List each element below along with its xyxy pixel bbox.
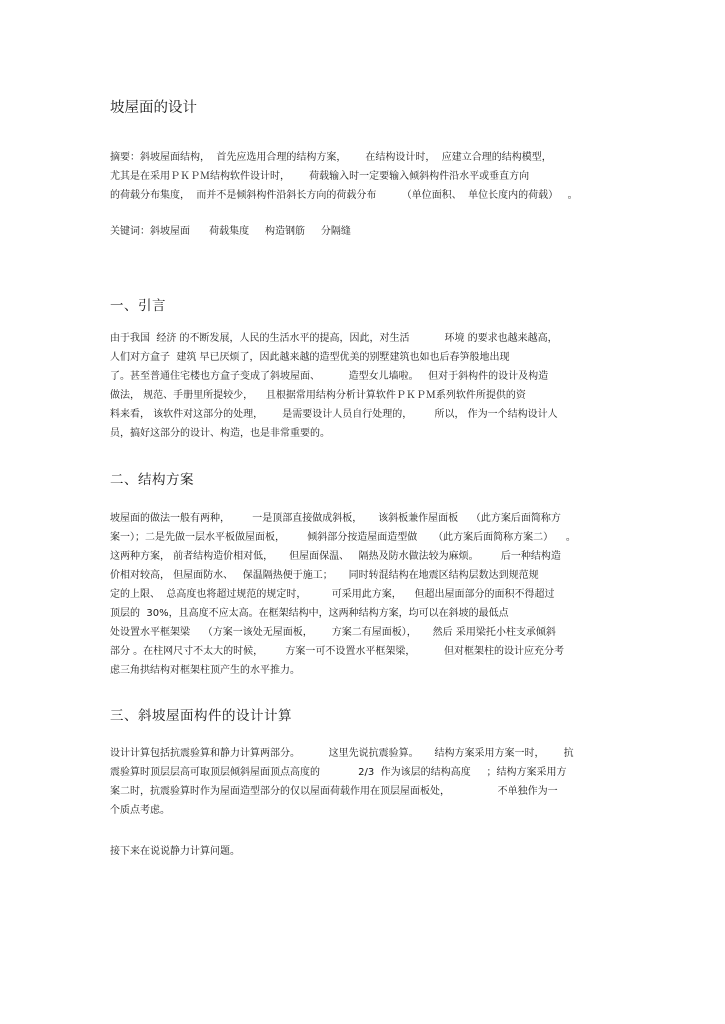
abstract-paragraph xyxy=(110,148,618,205)
keywords-line: 关键词：斜坡屋面 荷载集度 构造钢筋 分隔缝 xyxy=(110,226,351,237)
static-calculation-intro: 接下来在说说静力计算问题。 xyxy=(110,846,240,857)
paragraph-line: 案二时，抗震验算时作为屋面造型部分的仅以屋面荷载作用在顶层屋面板处， 不单独作为一 xyxy=(110,786,558,797)
paragraph-line: 震验算时顶层层高可取顶层倾斜屋面顶点高度的 2/3 作为该层的结构高度 ；结构方案采用方 xyxy=(110,767,567,778)
paragraph-line: 坡屋面的做法一般有两种， 一是顶部直接做成斜板， 该斜板兼作屋面板 （此方案后面简称方 xyxy=(110,513,561,524)
paragraph-line: 定的上限、 总高度也将超过规范的规定时， 可采用此方案， 但超出屋面部分的面积不得超过 xyxy=(110,589,555,600)
paragraph-line: 人们对方盒子 建筑 早已厌烦了，因此越来越的造型优美的别墅建筑也如也后春笋般地出现 xyxy=(110,352,510,363)
paragraph-line: 案一）；二是先做一层水平板做屋面板， 倾斜部分按造屋面造型做 （此方案后面简称方案二） 。 xyxy=(110,532,576,543)
section-heading-structure-scheme: 二、结构方案 xyxy=(110,472,194,488)
paragraph-line: 部分 。在柱网尺寸不太大的时候， 方案一可不设置水平框架梁， 但对框架柱的设计应充分考 xyxy=(110,646,565,657)
paragraph-line: 员，搞好这部分的设计、构造，也是非常重要的。 xyxy=(110,428,330,439)
paragraph-line: 设计计算包括抗震验算和静力计算两部分。 这里先说抗震验算。 结构方案采用方案一时， 抗 xyxy=(110,748,574,759)
design-calculation-paragraph xyxy=(110,744,618,820)
paragraph-line: 虑三角拱结构对框架柱顶产生的水平推力。 xyxy=(110,665,300,676)
paragraph-line: 做法， 规范、手册里所提较少， 且根据常用结构分析计算软件ＰＫＰＭ系列软件所提供的资 xyxy=(110,390,526,401)
abstract-line: 的荷载分布集度， 而并不是倾斜构件沿斜长方向的荷载分布 （单位面积、 单位长度内的荷载） 。 xyxy=(110,190,578,201)
section-heading-introduction: 一、引言 xyxy=(110,298,166,314)
section-heading-design-calculation: 三、斜坡屋面构件的设计计算 xyxy=(110,708,292,724)
abstract-line: 尤其是在采用ＰＫＰＭ结构软件设计时， 荷载输入时一定要输入倾斜构件沿水平或垂直方向 xyxy=(110,171,530,182)
introduction-paragraph xyxy=(110,329,618,443)
document-title: 坡屋面的设计 xyxy=(110,100,197,116)
paragraph-line: 了。甚至普通住宅楼也方盒子变成了斜坡屋面、 造型女儿墙啦。 但对于斜构件的设计及构造 xyxy=(110,371,549,382)
paragraph-line: 处设置水平框架梁 （方案一该处无屋面板， 方案二有屋面板）， 然后 采用梁托小柱支承倾斜 xyxy=(110,627,556,638)
paragraph-line: 料来看， 该软件对这部分的处理， 是需要设计人员自行处理的， 所以， 作为一个结构设计人 xyxy=(110,409,558,420)
abstract-line: 摘要：斜坡屋面结构， 首先应选用合理的结构方案， 在结构设计时， 应建立合理的结构模型， xyxy=(110,152,552,163)
paragraph-line: 顶层的 30%，且高度不应太高。在框架结构中，这两种结构方案，均可以在斜坡的最低点 xyxy=(110,608,509,619)
paragraph-line: 这两种方案， 前者结构造价相对低， 但屋面保温、 隔热及防水做法较为麻烦。 后一种结构造 xyxy=(110,551,561,562)
paragraph-line: 个质点考虑。 xyxy=(110,805,170,816)
structure-scheme-paragraph xyxy=(110,509,618,680)
paragraph-line: 价相对较高， 但屋面防水、 保温隔热便于施工； 同时转混结构在地震区结构层数达到规范规 xyxy=(110,570,539,581)
paragraph-line: 由于我国 经济 的不断发展，人民的生活水平的提高，因此，对生活 环境 的要求也越来越高， xyxy=(110,333,558,344)
